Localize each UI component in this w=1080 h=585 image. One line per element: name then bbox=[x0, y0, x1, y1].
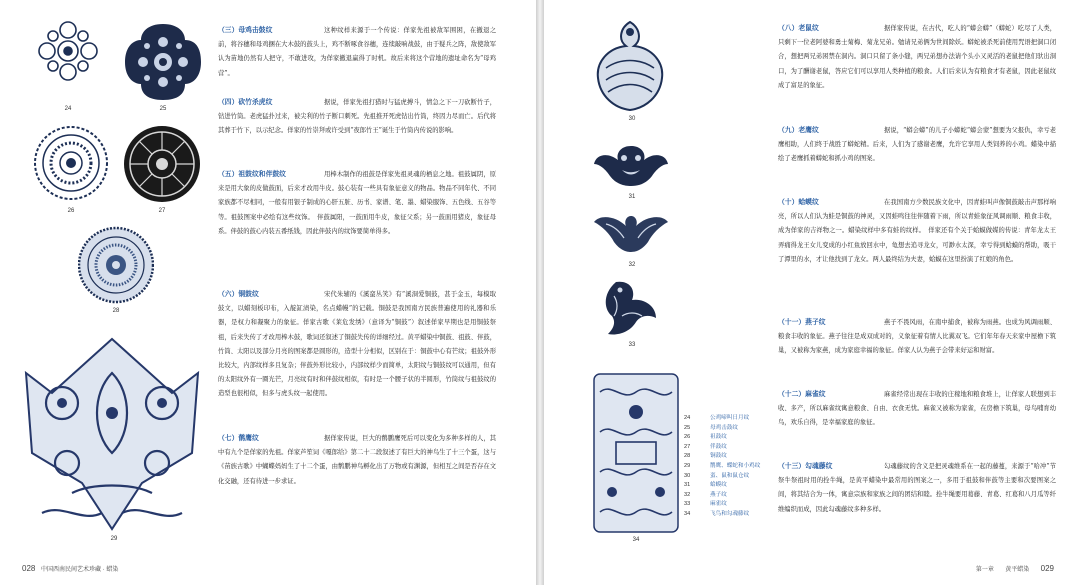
section-rat bbox=[778, 22, 1056, 93]
caption-row: 25 母鸡击鼓纹 bbox=[684, 424, 738, 431]
chapter-title: 黄平蜡染 bbox=[1005, 567, 1030, 573]
figure-26-ancestral-drum-motif bbox=[33, 124, 109, 202]
section-bamboo-tiger bbox=[218, 96, 496, 139]
caption-row: 29 鹡鹰、蝶蛇和小鸡纹 bbox=[684, 462, 761, 469]
figure-25-hen-drum-motif bbox=[123, 22, 203, 102]
right-page bbox=[544, 0, 1080, 585]
section-body: 据佯家传说，在古代，吃人的“蟒会蟒”（蟒蛇）吃尽了人类，只剩下一位老阿婆和勇士菊梅、菊龙兄弟。勉请兄弟俩为世间除妖。蟒蛇被杀死前使用咒语把洞口闭合，想把两兄弟困禁在洞内。洞口只留了条小缝，两兄弟想办法请个头小又灵活的老鼠把他们驮出洞口，为了酬谢老鼠，答应它们可以享用人类种植的粮食。人们后来认为有粮食才有老鼠，因此老鼠纹成了富足的象征。 bbox=[778, 25, 1056, 89]
section-body: 用棒木制作的祖鼓是佯家先祖灵魂的栖息之地。祖鼓属阴，原来是用大象的皮做鼓面，后来才改用牛皮。鼓心装有一些具有象征意义的物品。物品不同年代、不同家族都不尽相同，一般有用银子制成的心肝五脏、历书、家谱、笔、墨、蜡染服饰、五色线、五谷等等。祖鼓图案中必绘有这些纹饰。 伴鼓属阳，一鼓面用牛皮，象征父系；另一鼓面用猪皮，象征母系。伴鼓的鼓心内装五番纸钱，因此伴鼓内的纹饰要简单得多。 bbox=[218, 171, 496, 235]
section-swallow bbox=[778, 316, 1056, 359]
section-title: （十）蛤蟆纹 bbox=[778, 199, 819, 206]
left-folio bbox=[22, 564, 118, 573]
section-title: （五）祖鼓纹和伴鼓纹 bbox=[218, 171, 286, 178]
section-title: （六）铜鼓纹 bbox=[218, 291, 259, 298]
figure-28-bronze-drum-motif bbox=[78, 226, 154, 304]
figure-number: 26 bbox=[67, 208, 75, 214]
section-body: 燕子不畏风雨，在南中捕食，被称为雨燕。也成为风调雨顺、粮食丰收的象征。燕子往往是成双成对的，义象征着有情人比翼双飞。它们年年春天来家中屋檐下筑巢，又被称为家燕，成为家庭幸福的象征。佯家人认为燕子会带来好运和财富。 bbox=[778, 319, 1056, 355]
section-sparrow bbox=[778, 388, 1056, 431]
figure-number: 25 bbox=[159, 106, 167, 112]
section-body: 这种纹样来源于一个传说：佯家先祖被敌军围困，在撤退之前，将谷穗和母鸡捆在大木鼓的鼓头上，鸡不断啄食谷穗，连续敲响战鼓，由于疑兵之阵，敌使敌军认为苗地仍然有人把守，不敢进攻，为佯家撤退赢得了时机。故后来将这个营地的遗址命名为“母鸡营”。 bbox=[218, 27, 496, 77]
section-title: （十三）勾魂藤纹 bbox=[778, 463, 833, 470]
figure-number: 27 bbox=[158, 208, 166, 214]
section-title: （十一）燕子纹 bbox=[778, 319, 826, 326]
section-ancestral-drum bbox=[218, 168, 496, 239]
section-eagle bbox=[218, 432, 496, 489]
figure-number: 29 bbox=[110, 536, 118, 542]
left-page bbox=[0, 0, 536, 585]
section-title: （九）老鹰纹 bbox=[778, 127, 819, 134]
figure-31-frog-motif bbox=[592, 140, 670, 190]
figure-number: 28 bbox=[112, 308, 120, 314]
figure-number: 33 bbox=[628, 342, 636, 348]
chapter-label: 第一章 bbox=[975, 567, 994, 573]
figure-30-rat-motif bbox=[592, 18, 668, 114]
caption-row: 32 燕子纹 bbox=[684, 491, 727, 498]
section-eagle-hawk bbox=[778, 124, 1056, 167]
caption-row: 31 蛤蟆纹 bbox=[684, 482, 727, 489]
figure-34-bird-vine-motif bbox=[592, 372, 680, 534]
right-folio bbox=[976, 564, 1058, 573]
page-number: 028 bbox=[22, 564, 36, 573]
figure-24-round-flower-motif bbox=[38, 20, 98, 82]
book-gutter bbox=[536, 0, 544, 585]
caption-row: 24 公鸡啼叫日月纹 bbox=[684, 415, 750, 421]
caption-row: 28 铜鼓纹 bbox=[684, 453, 727, 460]
section-body: 麻雀经常出现在丰收的庄稼地和粮食堆上，让佯家人联想到丰收、多产，所以麻雀纹寓意粮食、自由、衣食无忧。麻雀又被称为家雀，在房檐下筑巢，母鸟哺育幼鸟，欢乐自得，是幸福家庭的象征。 bbox=[778, 391, 1056, 427]
section-hen-drum bbox=[218, 24, 496, 81]
section-bronze-drum bbox=[218, 288, 496, 402]
figure-number: 32 bbox=[628, 262, 636, 268]
section-title: （十二）麻雀纹 bbox=[778, 391, 826, 398]
section-title: （四）砍竹杀虎纹 bbox=[218, 99, 273, 106]
section-body: 在我国南方少数民族文化中，因青蛙叫声像铜鼓敲击声那样响亮，所以人们认为蛙是铜鼓的神灵，又因蛙鸣往往伴随着下雨，所以青蛙象征风调雨顺、粮食丰收，成为佯家的吉祥物之一。蜡染纹样中多有蛙的纹样。 佯家还有个关于蛤蟆做媒的传说：青年龙太王弄痛得龙王女儿变成的小红鱼放回水中，龟想去追寻龙女，可渺水太深，幸亏得到蛤蟆的帮助，吸干了潭里的水，才让他找到了龙女。两人最终结为夫妻，蛤蟆在这里扮演了红娘的角色。 bbox=[778, 199, 1056, 263]
section-title: （三）母鸡击鼓纹 bbox=[218, 27, 273, 34]
section-body: 据说，“蟒会蟒”的儿子小蟒蛇“蟒会蒙”想要为父报仇，幸亏老鹰相助，人们终于战胜了蟒蛇精。后来，人们为了感谢老鹰，允许它享用人类饲养的小鸡。蜡染中描绘了老鹰抓着蟒蛇和抓小鸡的图案。 bbox=[778, 127, 1056, 163]
figure-caption-list bbox=[684, 414, 760, 520]
caption-row: 30 蛮、鼠和鼠仓纹 bbox=[684, 472, 750, 479]
section-body: 据佯家传说，巨大的鹡鹏鹰死后可以变化为多种多样的人，其中有九个是佯家的先祖。佯家芦笙词《嘎郎给》第二十二段叙述了有巨大的神鸟生了十三个蛋，这与《苗族古歌》中蝴蝶妈妈生了十二个蛋，由鹡鹏神鸟孵化出了万物或有渊源，但相互之间是否存在文化交融，还有待进一步求证。 bbox=[218, 435, 496, 485]
figure-number: 34 bbox=[632, 537, 640, 543]
caption-row: 26 祖鼓纹 bbox=[684, 434, 727, 441]
section-body: 据说，佯家先祖打猎时与猛虎搏斗，情急之下一刀砍断竹子，钻进竹筒。老虎猛扑过来，被尖利的竹子断口刺死。先祖推开死虎钻出竹筒，终因力尽而亡。后代将其葬于竹下，以示纪念。佯家的竹崇拜或许受到“夜郎竹王”诞生于竹筒内传说的影响。 bbox=[218, 99, 496, 135]
figure-32-swallow-motif bbox=[592, 208, 670, 258]
section-title: （七）鹡鹰纹 bbox=[218, 435, 259, 442]
section-title: （八）老鼠纹 bbox=[778, 25, 819, 32]
figure-33-sparrow-motif bbox=[596, 276, 660, 340]
book-title: 中国西南民间艺术珍藏 · 蜡染 bbox=[41, 567, 119, 573]
section-soul-vine bbox=[778, 460, 1056, 517]
figure-27-companion-drum-motif bbox=[122, 124, 202, 204]
figure-29-eagle-snake-chick-motif bbox=[22, 333, 202, 533]
figure-number: 24 bbox=[64, 106, 72, 112]
section-body: 勾魂藤纹的含义是把灵魂维系在一起的藤蔓，来源于“哈冲”节祭牛祭祖时用的拴牛绳，是黄平蜡染中最常用的图案之一，多用于祖鼓和伴鼓等主要和次要图案之间，将其结合为一体，寓意宗族和家族之间的团结和睦。拴牛绳要用葛藤、青葛、红葛和八月瓜等纤维编织而成，因此勾魂藤纹多种多样。 bbox=[778, 463, 1056, 513]
caption-row: 27 伴鼓纹 bbox=[684, 443, 727, 450]
page-number: 029 bbox=[1040, 564, 1054, 573]
figure-number: 31 bbox=[628, 194, 636, 200]
caption-row: 34 飞鸟和勾魂藤纹 bbox=[684, 510, 750, 517]
section-frog bbox=[778, 196, 1056, 267]
caption-row: 33 麻雀纹 bbox=[684, 501, 727, 508]
section-body: 宋代朱辅的《溪蛮丛笑》有“溪洞爱铜鼓，甚于金玉，每模取鼓文，以蜡刻板印布，入靛缸渍染，名点蜡幔”的记载。铜鼓是我国南方民族普遍使用的礼器和乐器，是权力和凝聚力的象征。佯家古歌《莱危发绣》（意译为“铜鼓”）叙述佯家早期也是用铜鼓祭祖，后来失传了才改用棒木鼓，歌词还叙述了铜鼓失传的详细经过。黄平蜡染中铜鼓、祖鼓、伴鼓，竹筒、太阳以及部分月亮的图案都是圆形的，造型十分相似，区别在于：铜鼓中心有芒纹；祖鼓外形比较大，内部纹样多且复杂；伴鼓外形比较小，内部纹样少而简单，太阳纹与铜鼓纹可以通用，但有的太阳纹外有一圈光芒，月亮纹有时和伴鼓纹相似，有时是一个腰子状的半圆形，竹筒纹与祖鼓纹的造型也很相似，但多与虎头纹一起使用。 bbox=[218, 291, 496, 398]
figure-number: 30 bbox=[628, 116, 636, 122]
